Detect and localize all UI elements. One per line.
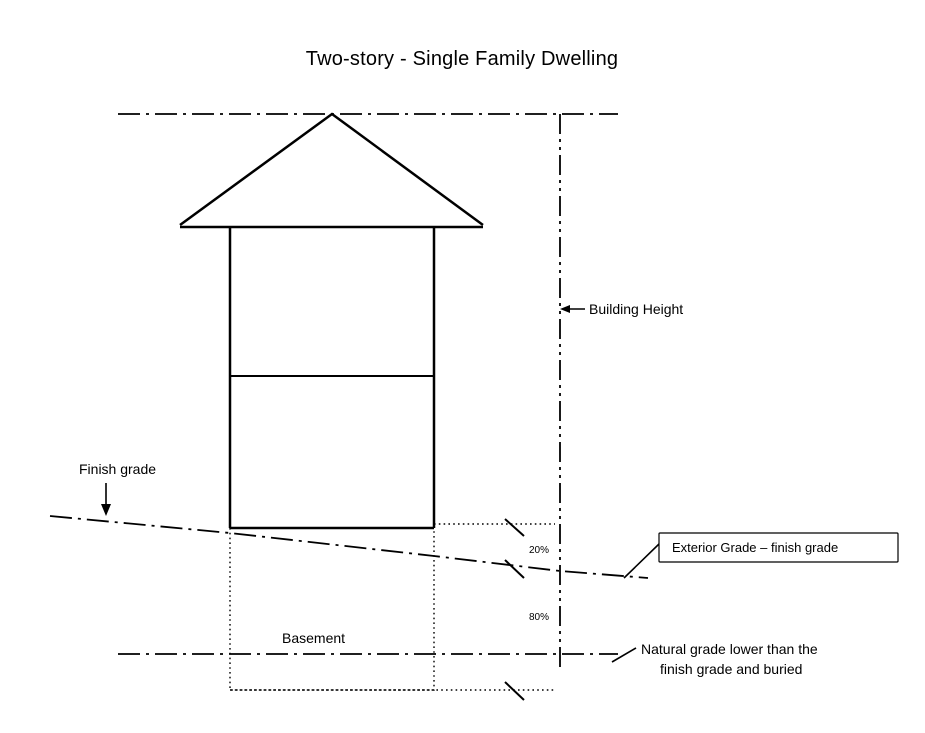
dimension-tick-middle xyxy=(505,560,524,578)
natural-grade-note-line2: finish grade and buried xyxy=(660,661,803,677)
exterior-grade-leader xyxy=(624,544,659,578)
building-height-label: Building Height xyxy=(589,301,684,317)
percent-upper-label: 20% xyxy=(529,545,550,556)
percent-lower-label: 80% xyxy=(529,612,550,623)
exterior-grade-callout-text: Exterior Grade – finish grade xyxy=(672,540,839,555)
dimension-tick-top xyxy=(505,519,524,536)
finish-grade-arrowhead xyxy=(101,504,111,516)
natural-grade-leader xyxy=(612,648,636,662)
finish-grade-line xyxy=(50,516,648,578)
building-height-arrowhead xyxy=(560,305,570,313)
basement-outline xyxy=(230,528,434,690)
roof-outline xyxy=(180,114,483,225)
finish-grade-label: Finish grade xyxy=(79,461,157,477)
natural-grade-note-line1: Natural grade lower than the xyxy=(641,641,818,657)
diagram-title: Two-story - Single Family Dwelling xyxy=(305,48,619,70)
basement-label: Basement xyxy=(282,630,346,646)
dimension-tick-bottom xyxy=(505,682,524,700)
